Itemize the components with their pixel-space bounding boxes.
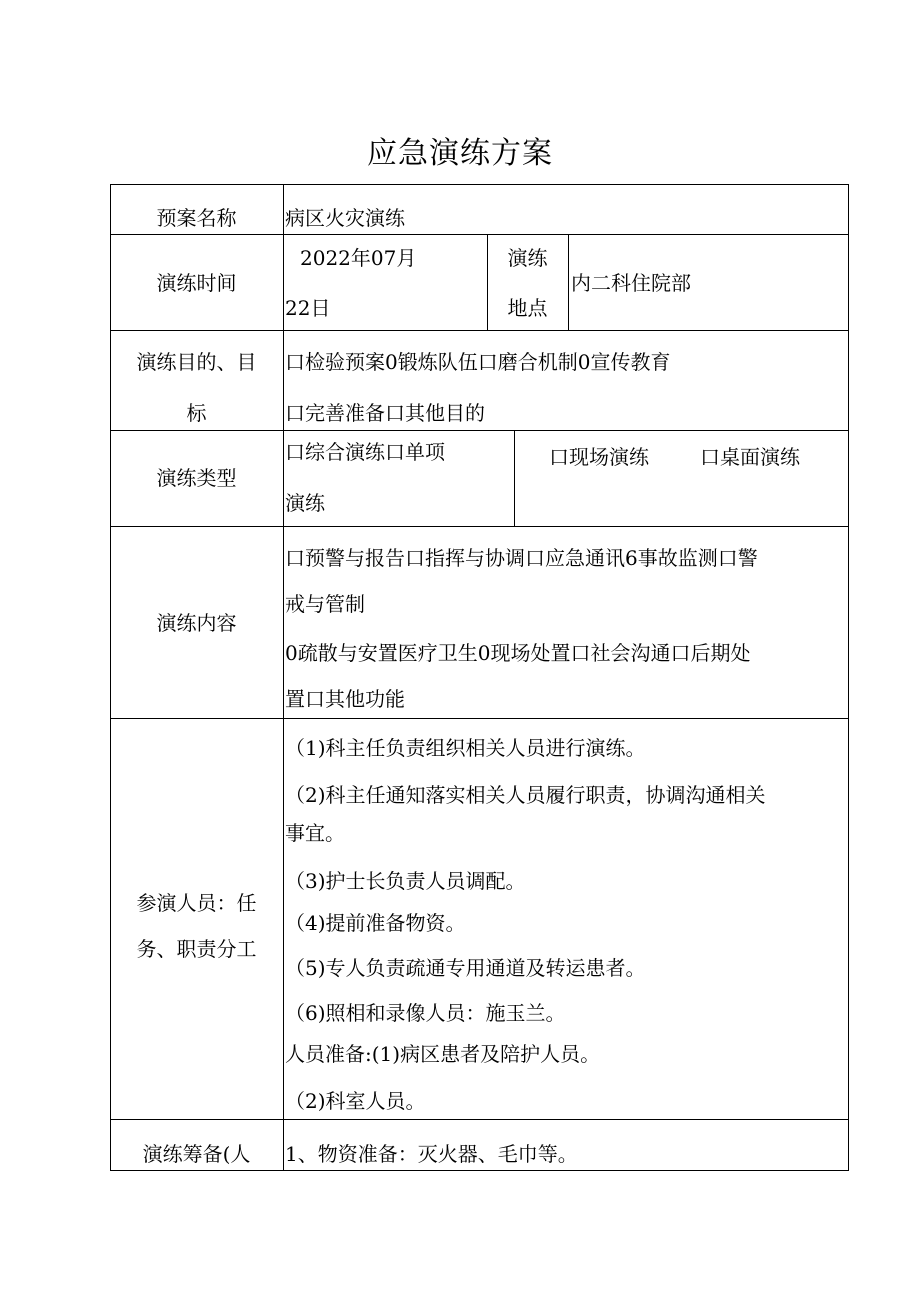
drill-content-line: 置口其他功能 [285,687,405,711]
staff-line: （5)专人负责疏通专用通道及转运患者。 [285,956,646,980]
staff-label-line2: 务、职责分工 [136,937,257,961]
drill-type-label: 演练类型 [156,466,237,490]
drill-type-left-line2: 演练 [285,491,325,515]
drill-content-label: 演练内容 [156,611,237,635]
drill-goal-label-line2: 标 [186,401,207,425]
drill-goal-label-line1: 演练目的、目 [136,350,257,374]
column-divider [568,234,569,330]
staff-line: 事宜。 [285,821,345,845]
row-divider [110,526,849,527]
drill-place-value: 内二科住院部 [571,271,691,295]
drill-prep-value: 1、物资准备：灭火器、毛巾等。 [285,1142,578,1166]
page-title: 应急演练方案 [367,136,553,171]
drill-goal-line1: 口检验预案0锻炼队伍口磨合机制0宣传教育 [285,350,671,374]
staff-line: （6)照相和录像人员：施玉兰。 [285,1001,566,1025]
staff-line: 人员准备:(1)病区患者及陪护人员。 [285,1042,601,1066]
drill-type-left-line1: 口综合演练口单项 [285,440,445,464]
drill-content-line: 口预警与报告口指挥与协调口应急通讯6事故监测口警 [285,546,758,570]
drill-content-line: 0疏散与安置医疗卫生0现场处置口社会沟通口后期处 [285,641,751,665]
drill-place-label-line1: 演练 [507,246,548,270]
drill-content-line: 戒与管制 [285,592,365,616]
column-divider [514,430,515,526]
row-divider [110,330,849,331]
drill-type-tabletop: 口桌面演练 [700,445,800,469]
staff-line: （4)提前准备物资。 [285,911,466,935]
staff-line: （1)科主任负责组织相关人员进行演练。 [285,736,646,760]
drill-prep-label: 演练筹备(人 [142,1142,251,1166]
drill-time-value-line2: 22日 [285,296,331,320]
drill-time-value-line1: 2022年07月 [300,246,417,270]
staff-line: （2)科主任通知落实相关人员履行职责，协调沟通相关 [285,783,766,807]
column-divider [283,184,284,1171]
staff-line: （2)科室人员。 [285,1089,426,1113]
drill-type-onsite: 口现场演练 [549,445,649,469]
drill-time-label: 演练时间 [156,271,237,295]
row-divider [110,718,849,719]
staff-label-line1: 参演人员：任 [136,891,257,915]
drill-place-label-line2: 地点 [507,296,548,320]
drill-goal-line2: 口完善准备口其他目的 [285,401,485,425]
row-divider [110,1119,849,1120]
plan-name-value: 病区火灾演练 [285,206,405,230]
plan-name-label: 预案名称 [156,206,237,230]
staff-line: （3)护士长负责人员调配。 [285,869,526,893]
